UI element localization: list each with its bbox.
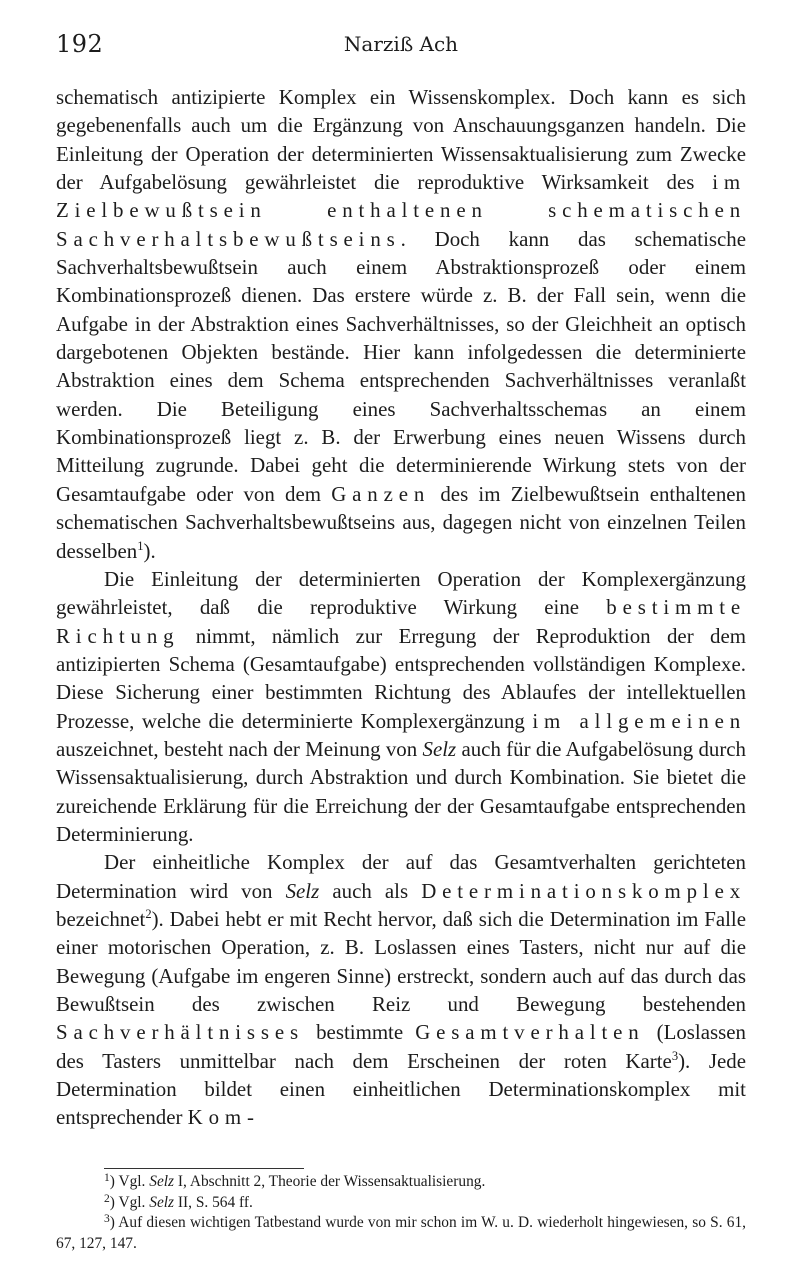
spaced-emphasis: bestimmte Richtung <box>56 595 746 648</box>
footnotes <box>56 1172 746 1254</box>
text-run: ). <box>143 538 156 563</box>
text-run: auszeichnet, besteht nach der Meinung von <box>56 736 423 761</box>
spaced-emphasis: Ganzen <box>331 481 431 506</box>
footnote-rule <box>104 1168 304 1169</box>
text-run: (Loslassen des Tasters unmittelbar nach dem Erscheinen der roten Karte <box>56 1020 746 1073</box>
footnote-2 <box>56 1193 746 1214</box>
text-run: schematisch antizipierte Komplex ein Wissenskomplex. Doch kann es sich gegebenenfalls auch um die Ergänzung von Anschauungsganzen handeln. Die Einleitung der Operation der determinierten Wissensaktualisierung zum Zwecke der Aufgabelösung gewährleistet die reproduktive Wirksamkeit des <box>56 85 746 195</box>
text-run: des im Zielbewußtsein enthaltenen schematischen Sachverhaltsbewußtseins aus, dagegen nicht von einzelnen Teilen desselben <box>56 481 746 563</box>
body-text <box>56 83 746 1132</box>
footnote-mark: 2 <box>104 1192 110 1205</box>
paragraph-2 <box>56 565 746 848</box>
spaced-emphasis: Determinationskomplex <box>421 878 746 903</box>
text-run: ). Dabei hebt er mit Recht hervor, daß sich die Determination im Falle einer motorischen Operation, z. B. Loslassen eines Tasters, nicht nur auf die Bewegung (Aufgabe im engeren Sinne) erstreckt, sondern auch auf das durch das Bewußtsein des zwischen Reiz und Bewegung bestehenden <box>56 906 746 1016</box>
running-title: Narziß Ach <box>343 32 459 56</box>
text-run: II, S. 564 ff. <box>174 1193 253 1211</box>
footnote-ref: 1 <box>137 538 144 553</box>
footnote-ref: 2 <box>145 906 152 921</box>
author-name: Selz <box>422 736 457 761</box>
footnote-mark: 3 <box>104 1212 110 1225</box>
paragraph-1 <box>56 83 746 565</box>
paragraph-3 <box>56 848 746 1131</box>
text-run: ) Vgl. <box>109 1173 150 1190</box>
footnote-1 <box>56 1172 746 1193</box>
text-run: Der einheitliche Komplex der auf das Gesamtverhalten gerichteten Determination wird von <box>56 850 746 903</box>
spaced-emphasis: Sachverhältnisses <box>56 1020 305 1045</box>
text-run: . Doch kann das schematische Sachverhaltsbewußtsein auch einem Abstraktionsprozeß oder einem Kombinationsprozeß dienen. Das erstere würde z. B. der Fall sein, wenn die Aufgabe in der Abstraktion eines Sachverhältnisses, so der Gleichheit an optisch dargebotenen Objekten bestände. Hier kann infolgedessen die determinierte Abstraktion eines dem Schema entsprechenden Sachverhältnisses veranlaßt werden. Die Beteiligung eines Sachverhaltsschemas an einem Kombinationsprozeß liegt z. B. der Erwerbung eines neuen Wissens durch Mitteilung zugrunde. Dabei geht die determinierende Wirkung stets von der Gesamtaufgabe oder von dem <box>56 226 746 506</box>
footnote-3 <box>56 1213 746 1254</box>
text-run: bezeichnet <box>56 906 146 931</box>
author-name: Selz <box>285 878 320 903</box>
text-run: I, Abschnitt 2, Theorie der Wissensaktualisierung. <box>174 1173 486 1190</box>
text-run: Die Einleitung der determinierten Operation der Komplexergänzung gewährleistet, daß die reproduktive Wirkung eine <box>56 566 746 620</box>
text-run: bestimmte <box>304 1020 416 1045</box>
page-number: 192 <box>56 30 104 58</box>
spaced-emphasis: im Zielbewußtsein enthaltenen schematischen Sachverhaltsbewußtseins <box>56 170 746 251</box>
author-name: Selz <box>149 1193 175 1211</box>
text-run: ) Vgl. <box>109 1193 150 1211</box>
footnote-mark: 1 <box>104 1171 110 1184</box>
spaced-emphasis: Kom- <box>187 1105 260 1130</box>
spaced-emphasis: im allgemeinen <box>532 708 746 733</box>
footnote-ref: 3 <box>671 1048 679 1063</box>
text-run: auch als <box>319 878 422 903</box>
text-run: auch für die Aufgabelösung durch Wissensaktualisierung, durch Abstraktion und durch Kombination. Sie bietet die zureichende Erklärung für die Erreichung der der Gesamtaufgabe entsprechenden Determinierung. <box>56 736 747 846</box>
spaced-emphasis: Gesamtverhalten <box>415 1020 645 1045</box>
author-name: Selz <box>149 1173 175 1190</box>
text-run: ) Auf diesen wichtigen Tatbestand wurde von mir schon im W. u. D. wiederholt hingewiesen, so S. 61, 67, 127, 147. <box>56 1214 746 1252</box>
text-run: nimmt, nämlich zur Erregung der Reproduktion der dem antizipierten Schema (Gesamtaufgabe) entsprechenden vollständigen Komplexe. Diese Sicherung einer bestimmten Richtung des Ablaufes der intellektuellen Prozesse, welche die determinierte Komplexergänzung <box>56 623 746 733</box>
running-head <box>56 22 746 62</box>
text-run: ). Jede Determination bildet einen einheitlichen Determinationskomplex mit entsprechender <box>56 1048 746 1130</box>
